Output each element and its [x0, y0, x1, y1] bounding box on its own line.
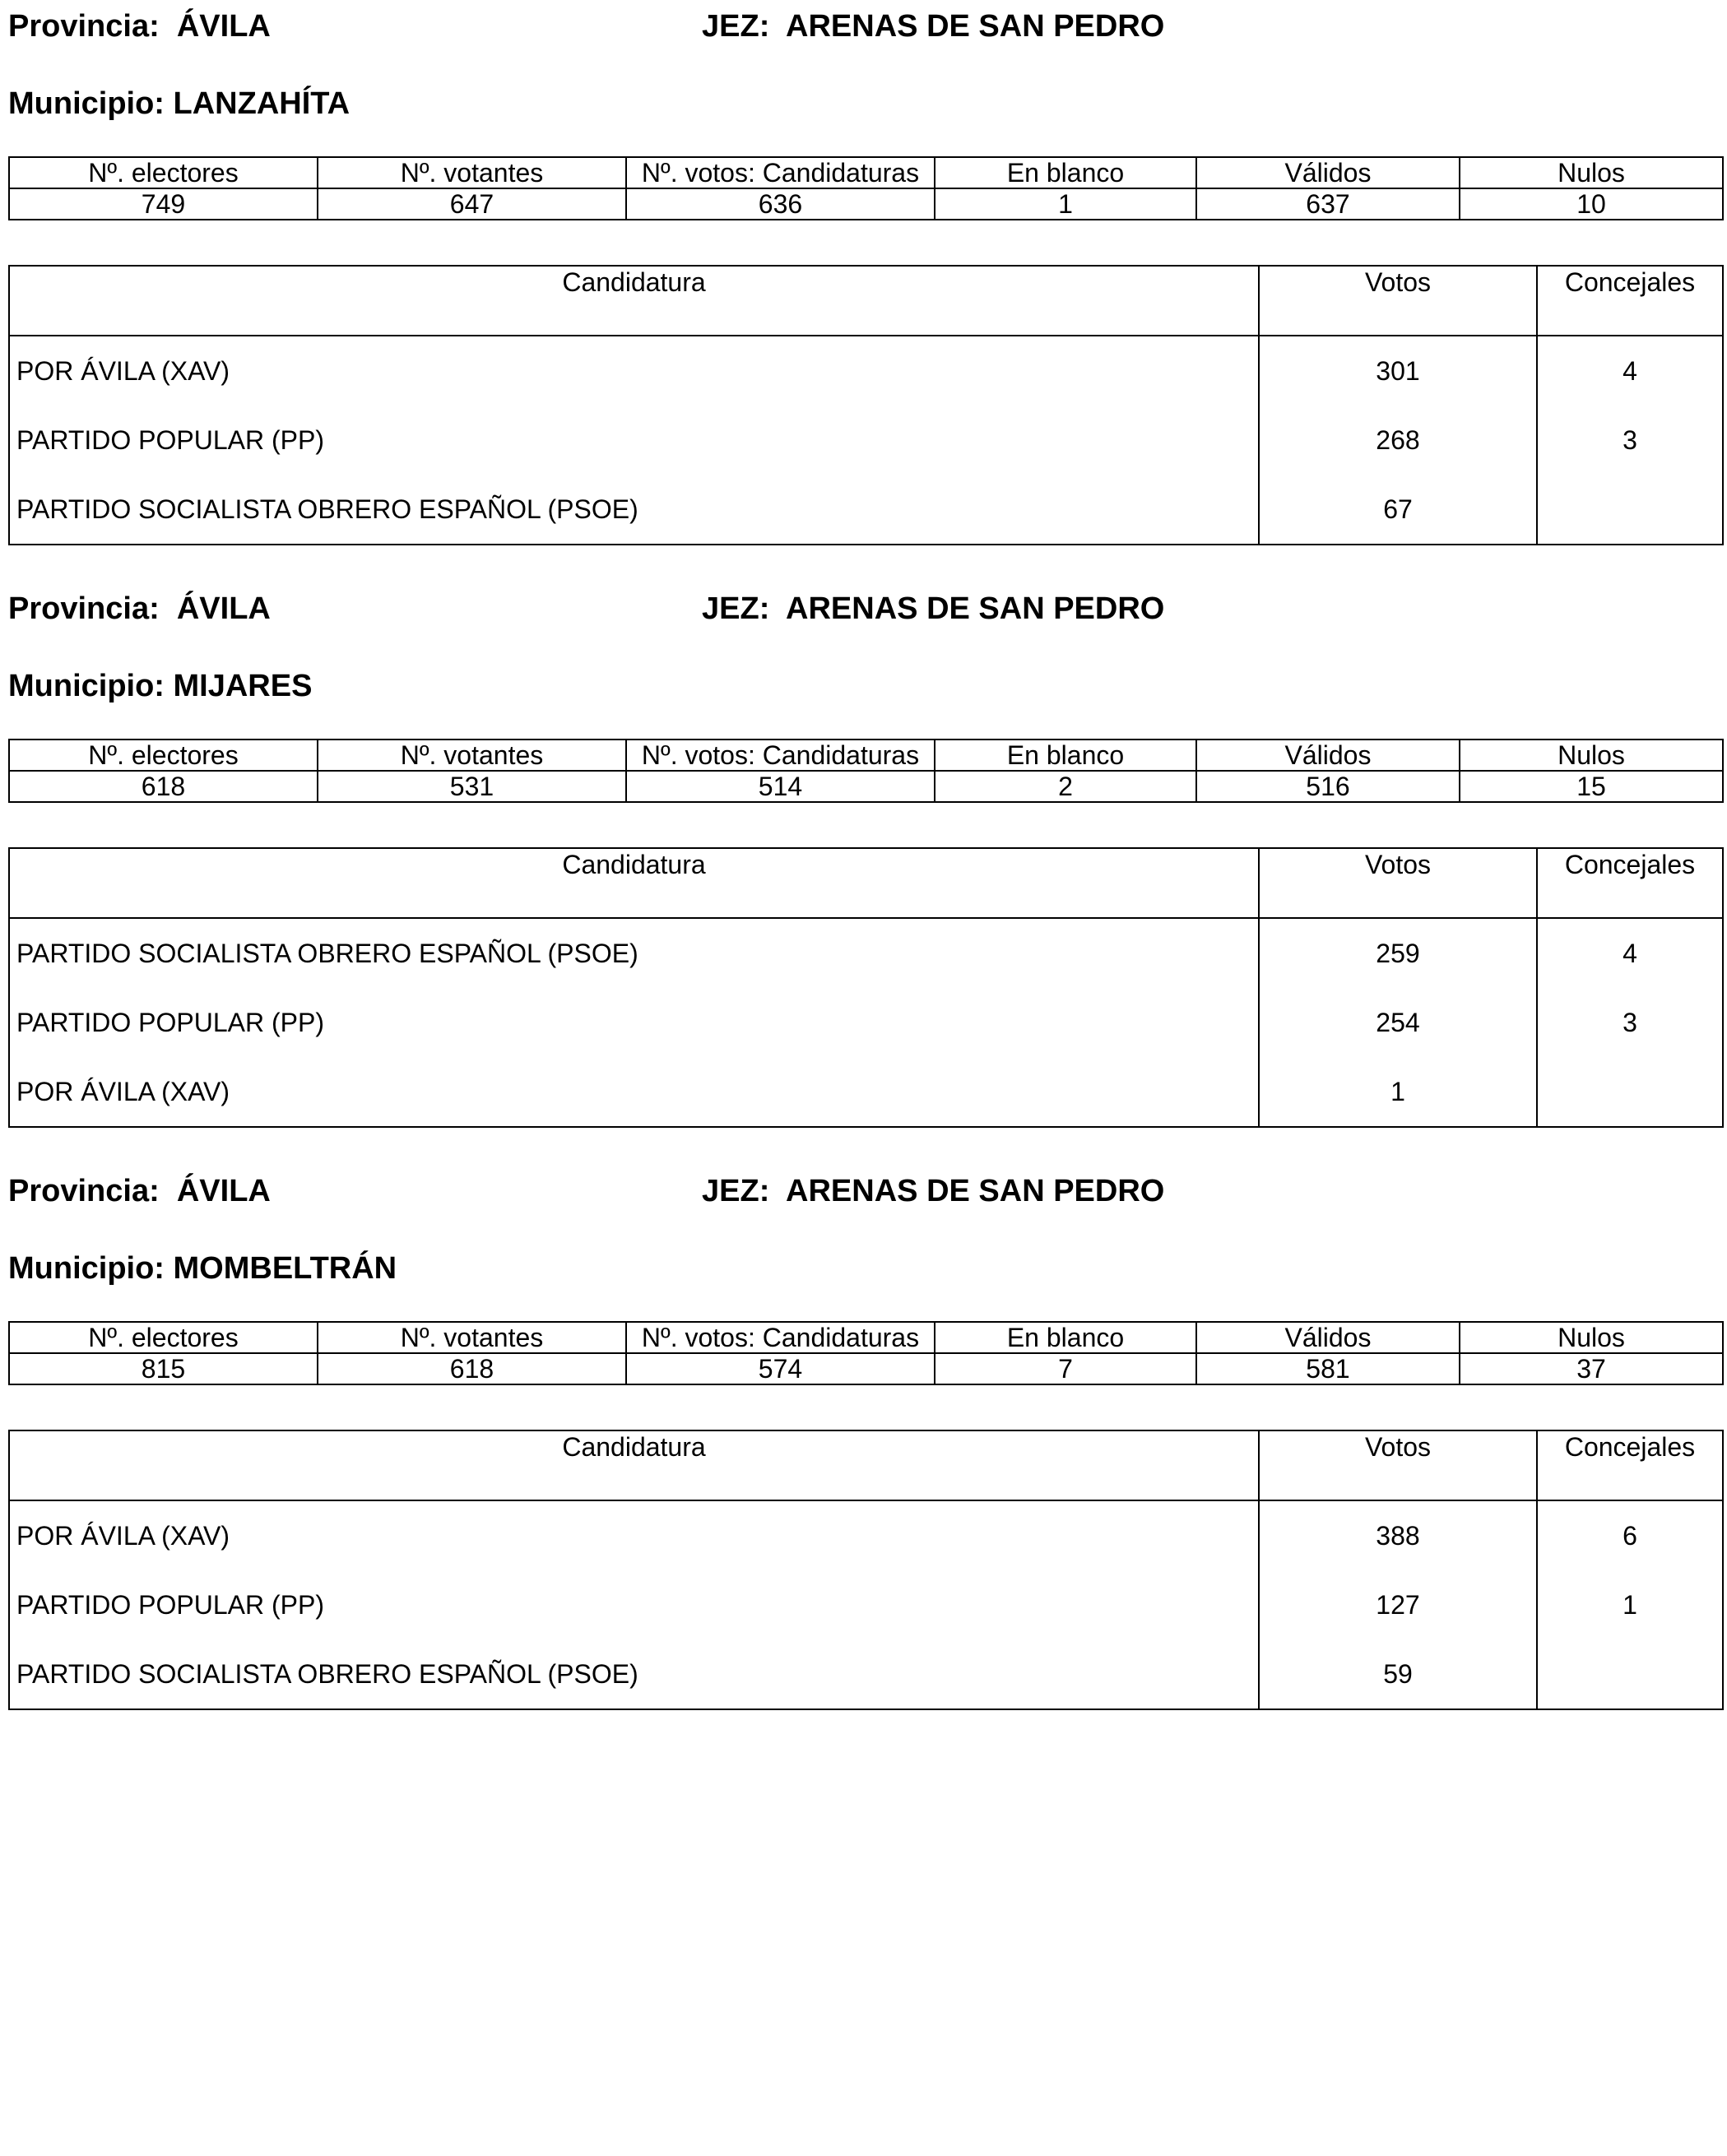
- value-votantes: 531: [318, 771, 626, 802]
- municipio-block: [8, 582, 1722, 1158]
- header-electores: Nº. electores: [9, 1322, 318, 1353]
- candidatura-name: PARTIDO SOCIALISTA OBRERO ESPAÑOL (PSOE): [9, 475, 1259, 545]
- candidatura-votos: 268: [1259, 406, 1537, 475]
- candidatura-concejales: [1537, 1057, 1723, 1127]
- candidatura-name: POR ÁVILA (XAV): [9, 336, 1259, 406]
- candidatura-concejales: 4: [1537, 336, 1723, 406]
- candidatura-votos: 259: [1259, 918, 1537, 988]
- candidatura-row: [9, 1500, 1723, 1570]
- candidatura-row: [9, 1570, 1723, 1639]
- candidatura-name: PARTIDO POPULAR (PP): [9, 988, 1259, 1057]
- value-en-blanco: 7: [935, 1353, 1196, 1384]
- candidatura-name: POR ÁVILA (XAV): [9, 1057, 1259, 1127]
- value-electores: 815: [9, 1353, 318, 1384]
- value-votos-candidaturas: 514: [626, 771, 935, 802]
- candidatura-row: [9, 1639, 1723, 1709]
- value-en-blanco: 2: [935, 771, 1196, 802]
- candidatura-votos: 254: [1259, 988, 1537, 1057]
- header-en-blanco: En blanco: [935, 740, 1196, 771]
- candidaturas-table: [8, 1430, 1724, 1710]
- header-validos: Válidos: [1196, 1322, 1460, 1353]
- value-votos-candidaturas: 636: [626, 188, 935, 220]
- stats-header-row: [9, 157, 1723, 188]
- candidatura-concejales: [1537, 1639, 1723, 1709]
- header-votos: Votos: [1259, 266, 1537, 336]
- header-concejales: Concejales: [1537, 1430, 1723, 1500]
- header-en-blanco: En blanco: [935, 1322, 1196, 1353]
- value-validos: 516: [1196, 771, 1460, 802]
- header-concejales: Concejales: [1537, 848, 1723, 918]
- header-votos-candidaturas: Nº. votos: Candidaturas: [626, 157, 935, 188]
- municipio-heading: Municipio: MIJARES: [8, 669, 313, 703]
- header-electores: Nº. electores: [9, 740, 318, 771]
- candidaturas-header-row: [9, 848, 1723, 918]
- municipio-heading: Municipio: LANZAHÍTA: [8, 86, 351, 121]
- header-nulos: Nulos: [1460, 740, 1723, 771]
- candidatura-concejales: [1537, 475, 1723, 545]
- candidatura-name: POR ÁVILA (XAV): [9, 1500, 1259, 1570]
- candidatura-row: [9, 475, 1723, 545]
- candidatura-row: [9, 406, 1723, 475]
- value-nulos: 15: [1460, 771, 1723, 802]
- header-votantes: Nº. votantes: [318, 157, 626, 188]
- candidatura-votos: 59: [1259, 1639, 1537, 1709]
- stats-values-row: [9, 188, 1723, 220]
- candidaturas-header-row: [9, 1430, 1723, 1500]
- header-votos-candidaturas: Nº. votos: Candidaturas: [626, 740, 935, 771]
- header-votos: Votos: [1259, 848, 1537, 918]
- header-votos: Votos: [1259, 1430, 1537, 1500]
- candidatura-name: PARTIDO POPULAR (PP): [9, 1570, 1259, 1639]
- candidatura-votos: 1: [1259, 1057, 1537, 1127]
- candidatura-concejales: 3: [1537, 406, 1723, 475]
- header-electores: Nº. electores: [9, 157, 318, 188]
- candidatura-concejales: 1: [1537, 1570, 1723, 1639]
- value-electores: 749: [9, 188, 318, 220]
- value-nulos: 10: [1460, 188, 1723, 220]
- stats-header-row: [9, 1322, 1723, 1353]
- candidatura-name: PARTIDO SOCIALISTA OBRERO ESPAÑOL (PSOE): [9, 1639, 1259, 1709]
- provincia-heading: Provincia: ÁVILA: [8, 591, 271, 626]
- candidatura-concejales: 4: [1537, 918, 1723, 988]
- candidaturas-table: [8, 847, 1724, 1128]
- value-nulos: 37: [1460, 1353, 1723, 1384]
- jez-heading: JEZ: ARENAS DE SAN PEDRO: [702, 591, 1165, 626]
- value-votantes: 647: [318, 188, 626, 220]
- header-candidatura: Candidatura: [9, 266, 1259, 336]
- value-en-blanco: 1: [935, 188, 1196, 220]
- candidatura-votos: 301: [1259, 336, 1537, 406]
- candidatura-concejales: 3: [1537, 988, 1723, 1057]
- candidatura-votos: 127: [1259, 1570, 1537, 1639]
- value-votos-candidaturas: 574: [626, 1353, 935, 1384]
- jez-heading: JEZ: ARENAS DE SAN PEDRO: [702, 9, 1165, 44]
- header-votos-candidaturas: Nº. votos: Candidaturas: [626, 1322, 935, 1353]
- municipio-block: [8, 1165, 1722, 1741]
- candidatura-name: PARTIDO SOCIALISTA OBRERO ESPAÑOL (PSOE): [9, 918, 1259, 988]
- stats-values-row: [9, 771, 1723, 802]
- candidatura-name: PARTIDO POPULAR (PP): [9, 406, 1259, 475]
- stats-table: [8, 1321, 1724, 1385]
- candidatura-concejales: 6: [1537, 1500, 1723, 1570]
- header-candidatura: Candidatura: [9, 848, 1259, 918]
- provincia-heading: Provincia: ÁVILA: [8, 9, 271, 44]
- value-validos: 581: [1196, 1353, 1460, 1384]
- header-votantes: Nº. votantes: [318, 740, 626, 771]
- candidaturas-header-row: [9, 266, 1723, 336]
- header-nulos: Nulos: [1460, 157, 1723, 188]
- stats-values-row: [9, 1353, 1723, 1384]
- value-electores: 618: [9, 771, 318, 802]
- municipio-block: [8, 0, 1722, 576]
- header-nulos: Nulos: [1460, 1322, 1723, 1353]
- candidatura-row: [9, 1057, 1723, 1127]
- header-validos: Válidos: [1196, 157, 1460, 188]
- header-validos: Válidos: [1196, 740, 1460, 771]
- value-validos: 637: [1196, 188, 1460, 220]
- provincia-heading: Provincia: ÁVILA: [8, 1174, 271, 1208]
- value-votantes: 618: [318, 1353, 626, 1384]
- header-en-blanco: En blanco: [935, 157, 1196, 188]
- candidatura-row: [9, 918, 1723, 988]
- header-concejales: Concejales: [1537, 266, 1723, 336]
- candidatura-row: [9, 988, 1723, 1057]
- header-candidatura: Candidatura: [9, 1430, 1259, 1500]
- candidatura-row: [9, 336, 1723, 406]
- stats-table: [8, 156, 1724, 220]
- candidaturas-table: [8, 265, 1724, 545]
- stats-table: [8, 739, 1724, 803]
- municipio-heading: Municipio: MOMBELTRÁN: [8, 1251, 397, 1286]
- jez-heading: JEZ: ARENAS DE SAN PEDRO: [702, 1174, 1165, 1208]
- candidatura-votos: 67: [1259, 475, 1537, 545]
- stats-header-row: [9, 740, 1723, 771]
- candidatura-votos: 388: [1259, 1500, 1537, 1570]
- header-votantes: Nº. votantes: [318, 1322, 626, 1353]
